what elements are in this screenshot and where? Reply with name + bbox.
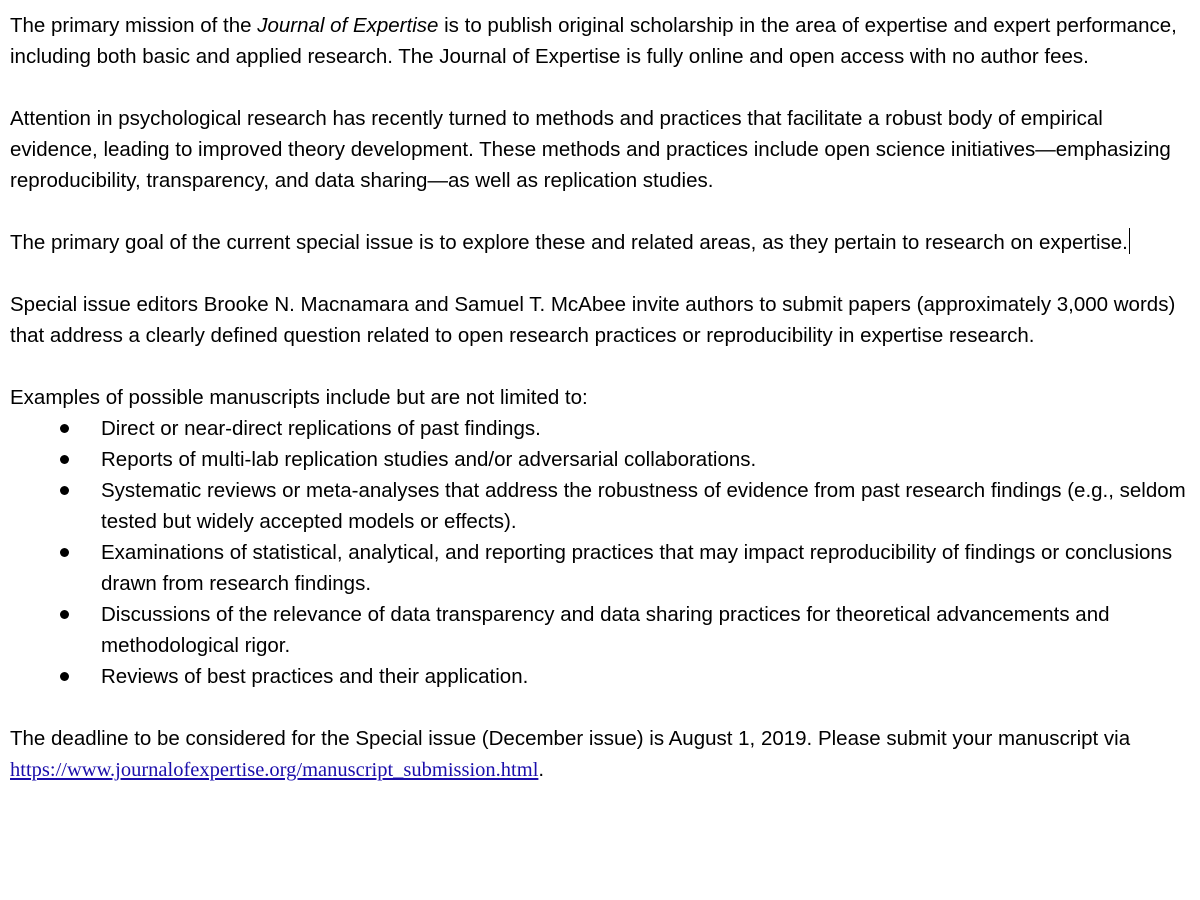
goal-paragraph	[10, 227, 1195, 258]
bullet-icon	[54, 475, 74, 506]
list-item	[10, 444, 1195, 475]
mission-paragraph	[10, 10, 1195, 72]
examples-intro: Examples of possible manuscripts include but are not limited to:	[10, 386, 588, 409]
submission-link[interactable]: https://www.journalofexpertise.org/manuscript_submission.html	[10, 759, 539, 781]
list-item-text: Reports of multi-lab replication studies and/or adversarial collaborations.	[101, 448, 757, 471]
list-item	[10, 599, 1195, 661]
bullet-icon	[54, 537, 74, 568]
editors-paragraph: Special issue editors Brooke N. Macnamara and Samuel T. McAbee invite authors to submit papers (approximately 3,000 words) that address a clearly defined question related to open research practices or reproducibility in expertise research.	[10, 293, 1176, 347]
bullet-icon	[54, 444, 74, 475]
goal-text: The primary goal of the current special issue is to explore these and related areas, as they pertain to research on expertise.	[10, 231, 1128, 254]
deadline-text: The deadline to be considered for the Special issue (December issue) is August 1, 2019. Please submit your manuscript via	[10, 727, 1131, 750]
list-item-text: Systematic reviews or meta-analyses that address the robustness of evidence from past research findings (e.g., seldom tested but widely accepted models or effects).	[101, 479, 1186, 533]
bullet-icon	[54, 661, 74, 692]
list-item-text: Direct or near-direct replications of past findings.	[101, 417, 541, 440]
list-item	[10, 661, 1195, 692]
bullet-icon	[54, 599, 74, 630]
list-item-text: Reviews of best practices and their application.	[101, 665, 529, 688]
list-item	[10, 475, 1195, 537]
document-body[interactable]	[10, 10, 1195, 817]
journal-name: Journal of Expertise	[257, 14, 439, 37]
deadline-paragraph	[10, 723, 1195, 786]
list-item	[10, 413, 1195, 444]
list-item-text: Discussions of the relevance of data transparency and data sharing practices for theoretical advancements and methodological rigor.	[101, 603, 1110, 657]
attention-paragraph: Attention in psychological research has recently turned to methods and practices that facilitate a robust body of empirical evidence, leading to improved theory development. These methods and practices include open science initiatives—emphasizing reproducibility, transparency, and data sharing—as well as replication studies.	[10, 107, 1171, 192]
mission-text-start: The primary mission of the	[10, 14, 258, 37]
mission-text-end: is to publish original scholarship in the area of expertise and expert performance, including both basic and applied research. The Journal of Expertise is fully online and open access with no author fees.	[10, 14, 1177, 68]
deadline-period: .	[538, 758, 545, 781]
text-cursor	[1129, 228, 1130, 254]
bullet-icon	[54, 413, 74, 444]
examples-list	[10, 413, 1195, 692]
list-item	[10, 537, 1195, 599]
list-item-text: Examinations of statistical, analytical, and reporting practices that may impact reproducibility of findings or conclusions drawn from research findings.	[101, 541, 1173, 595]
